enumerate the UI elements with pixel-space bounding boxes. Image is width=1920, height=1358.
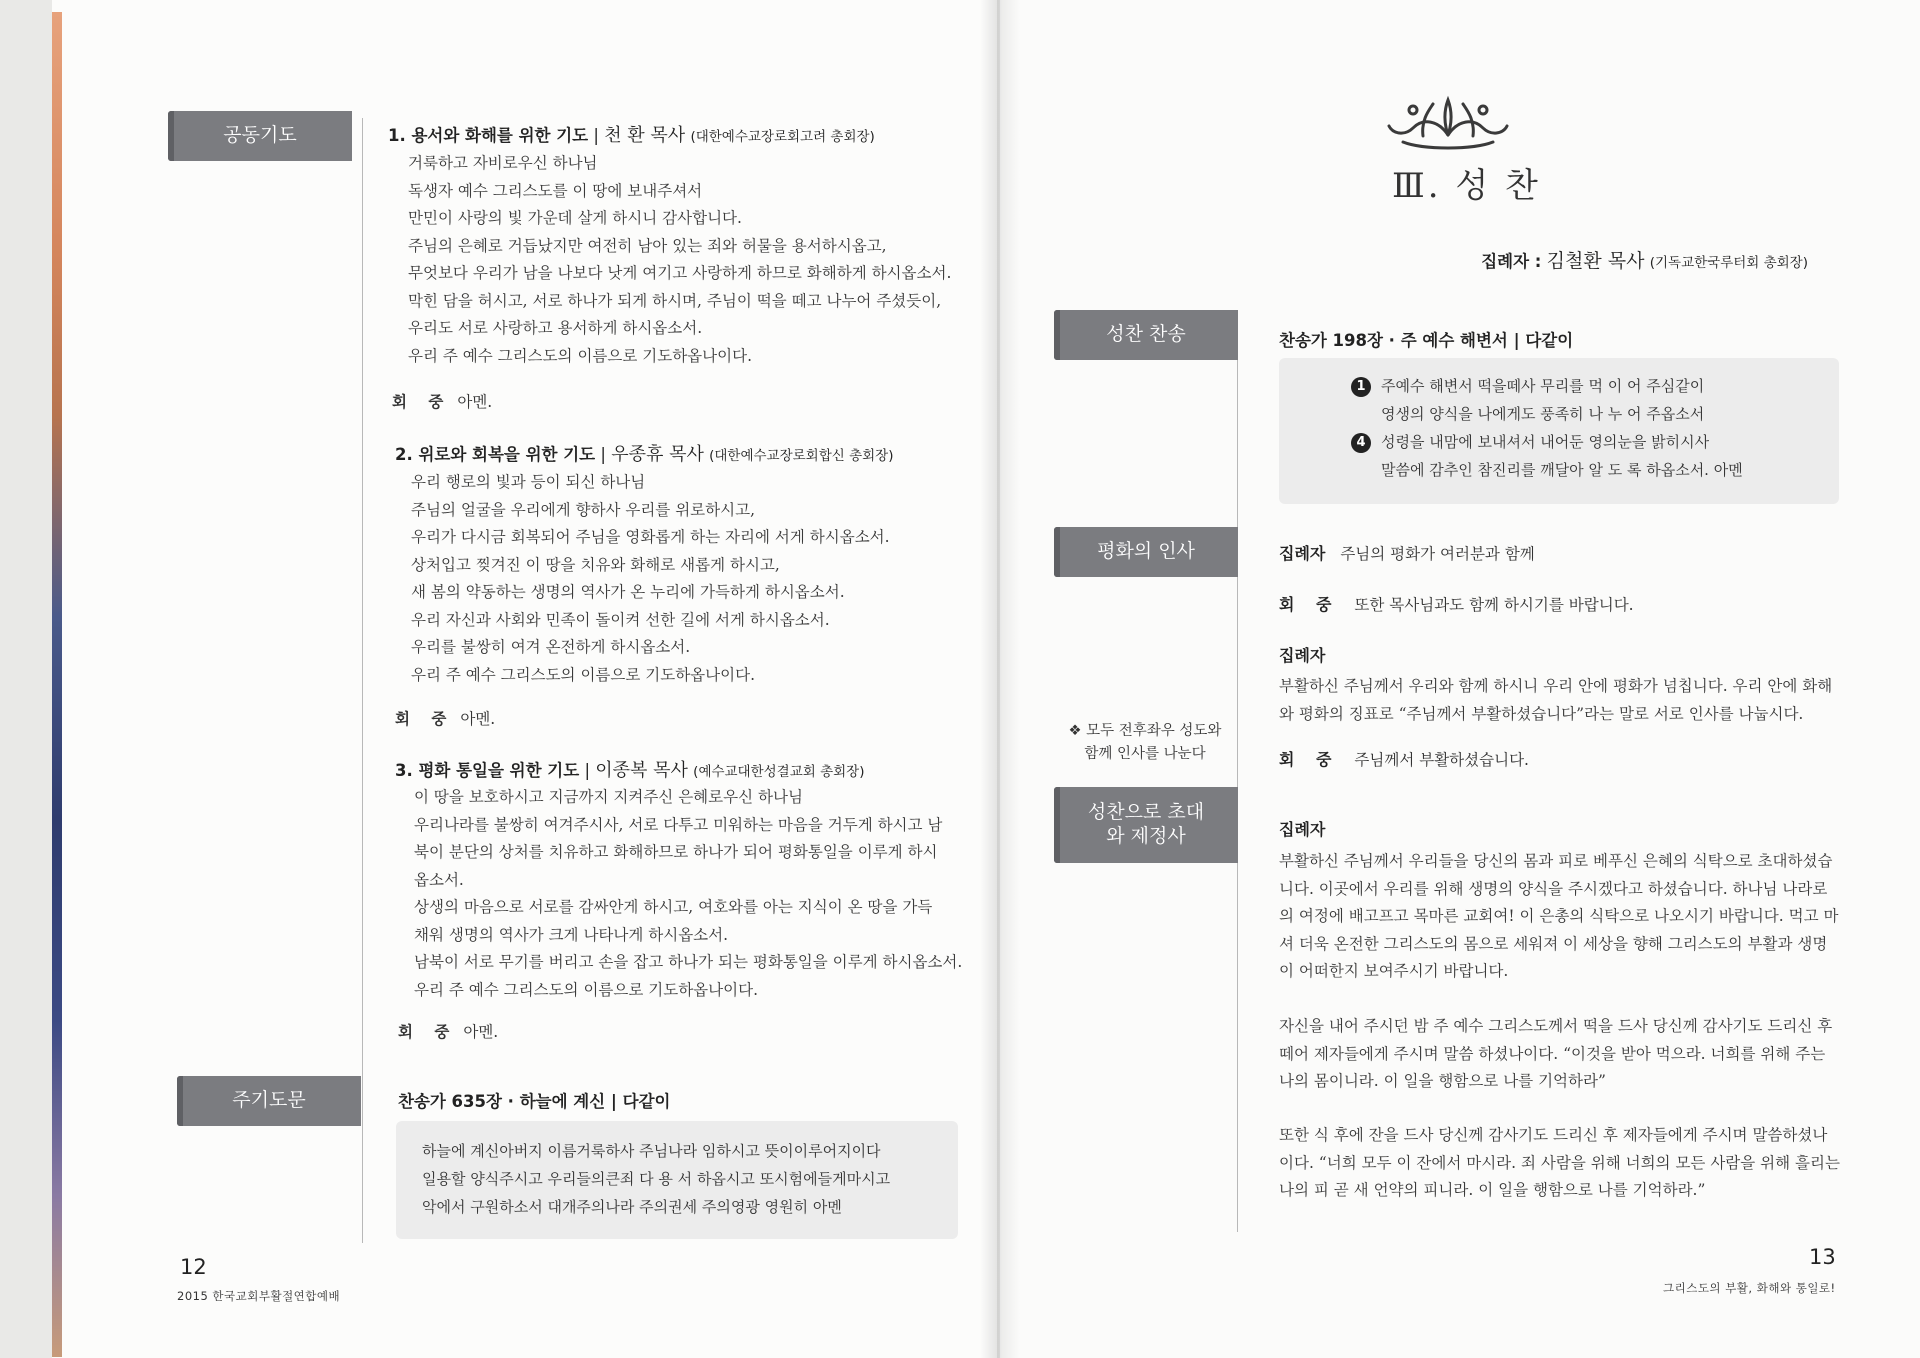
prayer2-line: 우리가 다시금 회복되어 주님을 영화롭게 하는 자리에 서게 하시옵소서. <box>411 528 890 546</box>
communion-hymn-title: 찬송가 198장 · 주 예수 해변서 | 다같이 <box>1279 331 1574 350</box>
hymn-verse-1-line <box>1351 372 1743 400</box>
right-divider-line <box>1237 312 1238 1232</box>
ornament-icon <box>1383 90 1513 160</box>
tab-communion-hymn <box>1054 310 1238 360</box>
prayer3-title: 3. 평화 통일을 위한 기도 <box>395 761 580 780</box>
prayer2-line: 상처입고 찢겨진 이 땅을 치유와 화해로 새롭게 하시고, <box>411 555 780 574</box>
prayer1-line: 주님의 은혜로 거듭났지만 여전히 남아 있는 죄와 허물을 용서하시옵고, <box>408 236 887 255</box>
tab-communion-invitation-label: 성찬으로 초대와 제정사 <box>1087 801 1205 847</box>
communion-hymn-heading <box>1279 327 1573 351</box>
prayer1-line: 우리도 서로 사랑하고 용서하게 하시옵소서. <box>408 319 703 337</box>
prayer2-response-text: 아멘. <box>460 710 496 728</box>
prayer2-leader: 우종휴 목사 <box>611 444 704 465</box>
tab-lords-prayer-label: 주기도문 <box>232 1089 306 1112</box>
tab-peace-greeting-label: 평화의 인사 <box>1097 540 1195 563</box>
left-page-footer: 2015 한국교회부활절연합예배 <box>177 1289 341 1303</box>
prayer3-response <box>398 1020 498 1042</box>
prayer1-response-text: 아멘. <box>457 393 493 411</box>
section-title: Ⅲ. 성 찬 <box>1392 166 1541 206</box>
prayer3-line: 옵소서. <box>414 870 464 889</box>
tab-communion-hymn-label: 성찬 찬송 <box>1106 323 1186 346</box>
hymn-verse-4-line <box>1351 428 1743 456</box>
page-edge-strip <box>52 12 62 1357</box>
peace-line-4-text: 주님께서 부활하셨습니다. <box>1354 751 1529 769</box>
prayer3-response-label: 회 중 <box>398 1023 458 1041</box>
prayer1-heading: 1. 용서와 화해를 위한 기도 | 천 환 목사 (대한예수교장로회고려 총회장) <box>388 125 875 146</box>
prayer3-line: 북이 분단의 상처를 치유하고 화해하므로 하나가 되어 평화통일을 이루게 하시 <box>414 843 938 861</box>
prayer1-line: 우리 주 예수 그리스도의 이름으로 기도하옵나이다. <box>408 346 752 365</box>
lords-prayer-line: 하늘에 계신아버지 이름거룩하사 주님나라 임하시고 뜻이이루어지이다 <box>422 1142 881 1160</box>
prayer1-body <box>408 150 951 370</box>
invitation-paragraph-1: 부활하신 주님께서 우리들을 당신의 몸과 피로 베푸신 은혜의 식탁으로 초대하셨습니다. 이곳에서 우리를 위해 생명의 양식을 주시겠다고 하셨습니다. 하나님 나라로의 여정에 배고프고 목마른 교회여! 이 은총의 식탁으로 나오시기 바랍니다. 먹고 마셔 더욱 온전한 그리스도의 몸으로 세워져 이 세상을 향해 그리스도의 부활과 생명이 어떠한지 보여주시기 바랍니다. <box>1279 852 1839 980</box>
invitation-label-wrap <box>1279 817 1325 840</box>
officiant-label: 집례자 : <box>1481 252 1542 271</box>
peace-line-3-text: 부활하신 주님께서 우리와 함께 하시니 우리 안에 평화가 넘칩니다. 우리 안에 화해와 평화의 징표로 “주님께서 부활하셨습니다”라는 말로 서로 인사를 나눕시다. <box>1279 677 1833 723</box>
lords-prayer-line: 악에서 구원하소서 대개주의나라 주의권세 주의영광 영원히 아멘 <box>422 1198 842 1216</box>
prayer2-heading: 2. 위로와 회복을 위한 기도 | 우종휴 목사 (대한예수교장로회합신 총회장) <box>395 444 894 465</box>
invitation-paragraph-3: 또한 식 후에 잔을 드사 당신께 감사기도 드리신 후 제자들에게 주시며 말씀하셨나이다. “너희 모두 이 잔에서 마시라. 죄 사람을 위해 너희의 모든 사람을 위해 흘리는 나의 피 곧 새 언약의 피니라. 이 일을 행함으로 나를 기억하라.” <box>1279 1126 1840 1199</box>
invitation-paragraph-2: 자신을 내어 주시던 밤 주 예수 그리스도께서 떡을 드사 당신께 감사기도 드리신 후 떼어 제자들에게 주시며 말씀 하셨나이다. “이것을 받아 먹으라. 너희를 위해 주는 나의 몸이니라. 이 일을 행함으로 나를 기억하라” <box>1279 1017 1833 1090</box>
prayer1-line: 독생자 예수 그리스도를 이 땅에 보내주셔서 <box>408 181 703 200</box>
verse-text: 성령을 내맘에 보내셔서 내어둔 영의눈을 밝히시사 <box>1381 433 1710 451</box>
lords-prayer-hymn-heading <box>398 1088 670 1112</box>
prayer1-line: 거룩하고 자비로우신 하나님 <box>408 154 598 172</box>
prayer1-line: 만민이 사랑의 빛 가운데 살게 하시니 감사합니다. <box>408 209 742 227</box>
hymn-verse-4-line: 말씀에 감추인 참진리를 깨달아 알 도 록 하옵소서. 아멘 <box>1381 461 1743 479</box>
prayer3-line: 이 땅을 보호하시고 지금까지 지켜주신 은혜로우신 하나님 <box>414 788 803 806</box>
hymn-verse-1-line: 영생의 양식을 나에게도 풍족히 나 누 어 주옵소서 <box>1381 405 1705 423</box>
peace-line-4-label: 회 중 <box>1279 750 1340 769</box>
prayer3-line: 남북이 서로 무기를 버리고 손을 잡고 하나가 되는 평화통일을 이루게 하시옵소서. <box>414 953 963 971</box>
prayer2-line: 우리 행로의 빛과 등이 되신 하나님 <box>411 473 646 491</box>
prayer3-body <box>414 784 962 1004</box>
prayer2-line: 새 봄의 약동하는 생명의 역사가 온 누리에 가득하게 하시옵소서. <box>411 583 845 601</box>
prayer3-line: 우리 주 예수 그리스도의 이름으로 기도하옵나이다. <box>414 980 758 999</box>
prayer2-line: 우리 주 예수 그리스도의 이름으로 기도하옵나이다. <box>411 665 755 684</box>
peace-line-1-text: 주님의 평화가 여러분과 함께 <box>1340 545 1535 563</box>
prayer3-heading: 3. 평화 통일을 위한 기도 | 이종복 목사 (예수교대한성결교회 총회장) <box>395 760 865 781</box>
peace-line-4 <box>1279 747 1529 770</box>
prayer2-response-label: 회 중 <box>395 710 455 728</box>
prayer1-affiliation: (대한예수교장로회고려 총회장) <box>690 129 875 145</box>
tab-common-prayer <box>168 111 352 161</box>
peace-side-note: ❖ 모두 전후좌우 성도와 함께 인사를 나눈다 <box>1068 723 1222 762</box>
invitation-label: 집례자 <box>1279 820 1326 839</box>
prayer3-leader: 이종복 목사 <box>595 760 688 781</box>
lords-prayer-box <box>396 1121 958 1239</box>
prayer1-leader: 천 환 목사 <box>604 125 686 146</box>
right-page-number: 13 <box>1809 1245 1836 1269</box>
prayer3-line: 채워 생명의 역사가 크게 나타나게 하시옵소서. <box>414 925 729 944</box>
verse-number-badge: 4 <box>1351 433 1371 453</box>
book-spine <box>980 0 1020 1358</box>
peace-line-2 <box>1279 592 1634 615</box>
peace-line-1-label: 집례자 <box>1279 544 1326 563</box>
officiant-name: 김철환 목사 <box>1546 250 1645 272</box>
prayer1-response <box>392 390 492 412</box>
prayer3-affiliation: (예수교대한성결교회 총회장) <box>693 764 865 780</box>
prayer3-line: 상생의 마음으로 서로를 감싸안게 하시고, 여호와를 아는 지식이 온 땅을 가득 <box>414 898 933 916</box>
right-page-footer: 그리스도의 부활, 화해와 통일로! <box>1663 1281 1836 1295</box>
prayer2-line: 우리 자신과 사회와 민족이 돌이켜 선한 길에 서게 하시옵소서. <box>411 610 830 629</box>
officiant-affiliation: (기독교한국루터회 총회장) <box>1649 255 1808 271</box>
prayer1-response-label: 회 중 <box>392 393 452 411</box>
prayer2-line: 우리를 불쌍히 여겨 온전하게 하시옵소서. <box>411 638 691 656</box>
prayer1-line: 무엇보다 우리가 남을 나보다 낫게 여기고 사랑하게 하므로 화해하게 하시옵소서. <box>408 264 952 282</box>
peace-line-1 <box>1279 541 1535 564</box>
peace-line-3-label: 집례자 <box>1279 646 1326 665</box>
peace-line-3-label-wrap <box>1279 643 1325 666</box>
tab-lords-prayer <box>177 1076 361 1126</box>
prayer2-body <box>411 469 890 689</box>
prayer2-line: 주님의 얼굴을 우리에게 향하사 우리를 위로하시고, <box>411 500 755 519</box>
verse-text: 주예수 해변서 떡을떼사 무리를 먹 이 어 주심같이 <box>1381 377 1705 395</box>
prayer2-title: 2. 위로와 회복을 위한 기도 <box>395 445 596 464</box>
left-divider-line <box>362 118 363 1243</box>
tab-common-prayer-label: 공동기도 <box>223 124 297 147</box>
prayer1-title: 1. 용서와 화해를 위한 기도 <box>388 126 589 145</box>
verse-number-badge: 1 <box>1351 377 1371 397</box>
prayer2-response <box>395 707 495 729</box>
prayer1-line: 막힌 담을 허시고, 서로 하나가 되게 하시며, 주님이 떡을 떼고 나누어 주셨듯이, <box>408 291 942 310</box>
prayer3-response-text: 아멘. <box>463 1023 499 1041</box>
tab-communion-invitation <box>1054 787 1238 863</box>
prayer3-line: 우리나라를 불쌍히 여겨주시사, 서로 다투고 미워하는 마음을 거두게 하시고 남 <box>414 815 943 834</box>
left-page-number: 12 <box>180 1255 207 1279</box>
tab-peace-greeting <box>1054 527 1238 577</box>
communion-hymn-box <box>1279 358 1839 504</box>
lords-prayer-line: 일용할 양식주시고 우리들의큰죄 다 용 서 하옵시고 또시험에들게마시고 <box>422 1170 891 1188</box>
prayer2-affiliation: (대한예수교장로회합신 총회장) <box>709 448 894 464</box>
officiant-line <box>1481 246 1808 273</box>
peace-line-2-label: 회 중 <box>1279 595 1340 614</box>
lords-prayer-hymn-title: 찬송가 635장 · 하늘에 계신 | 다같이 <box>398 1092 671 1111</box>
peace-line-2-text: 또한 목사님과도 함께 하시기를 바랍니다. <box>1354 596 1634 614</box>
